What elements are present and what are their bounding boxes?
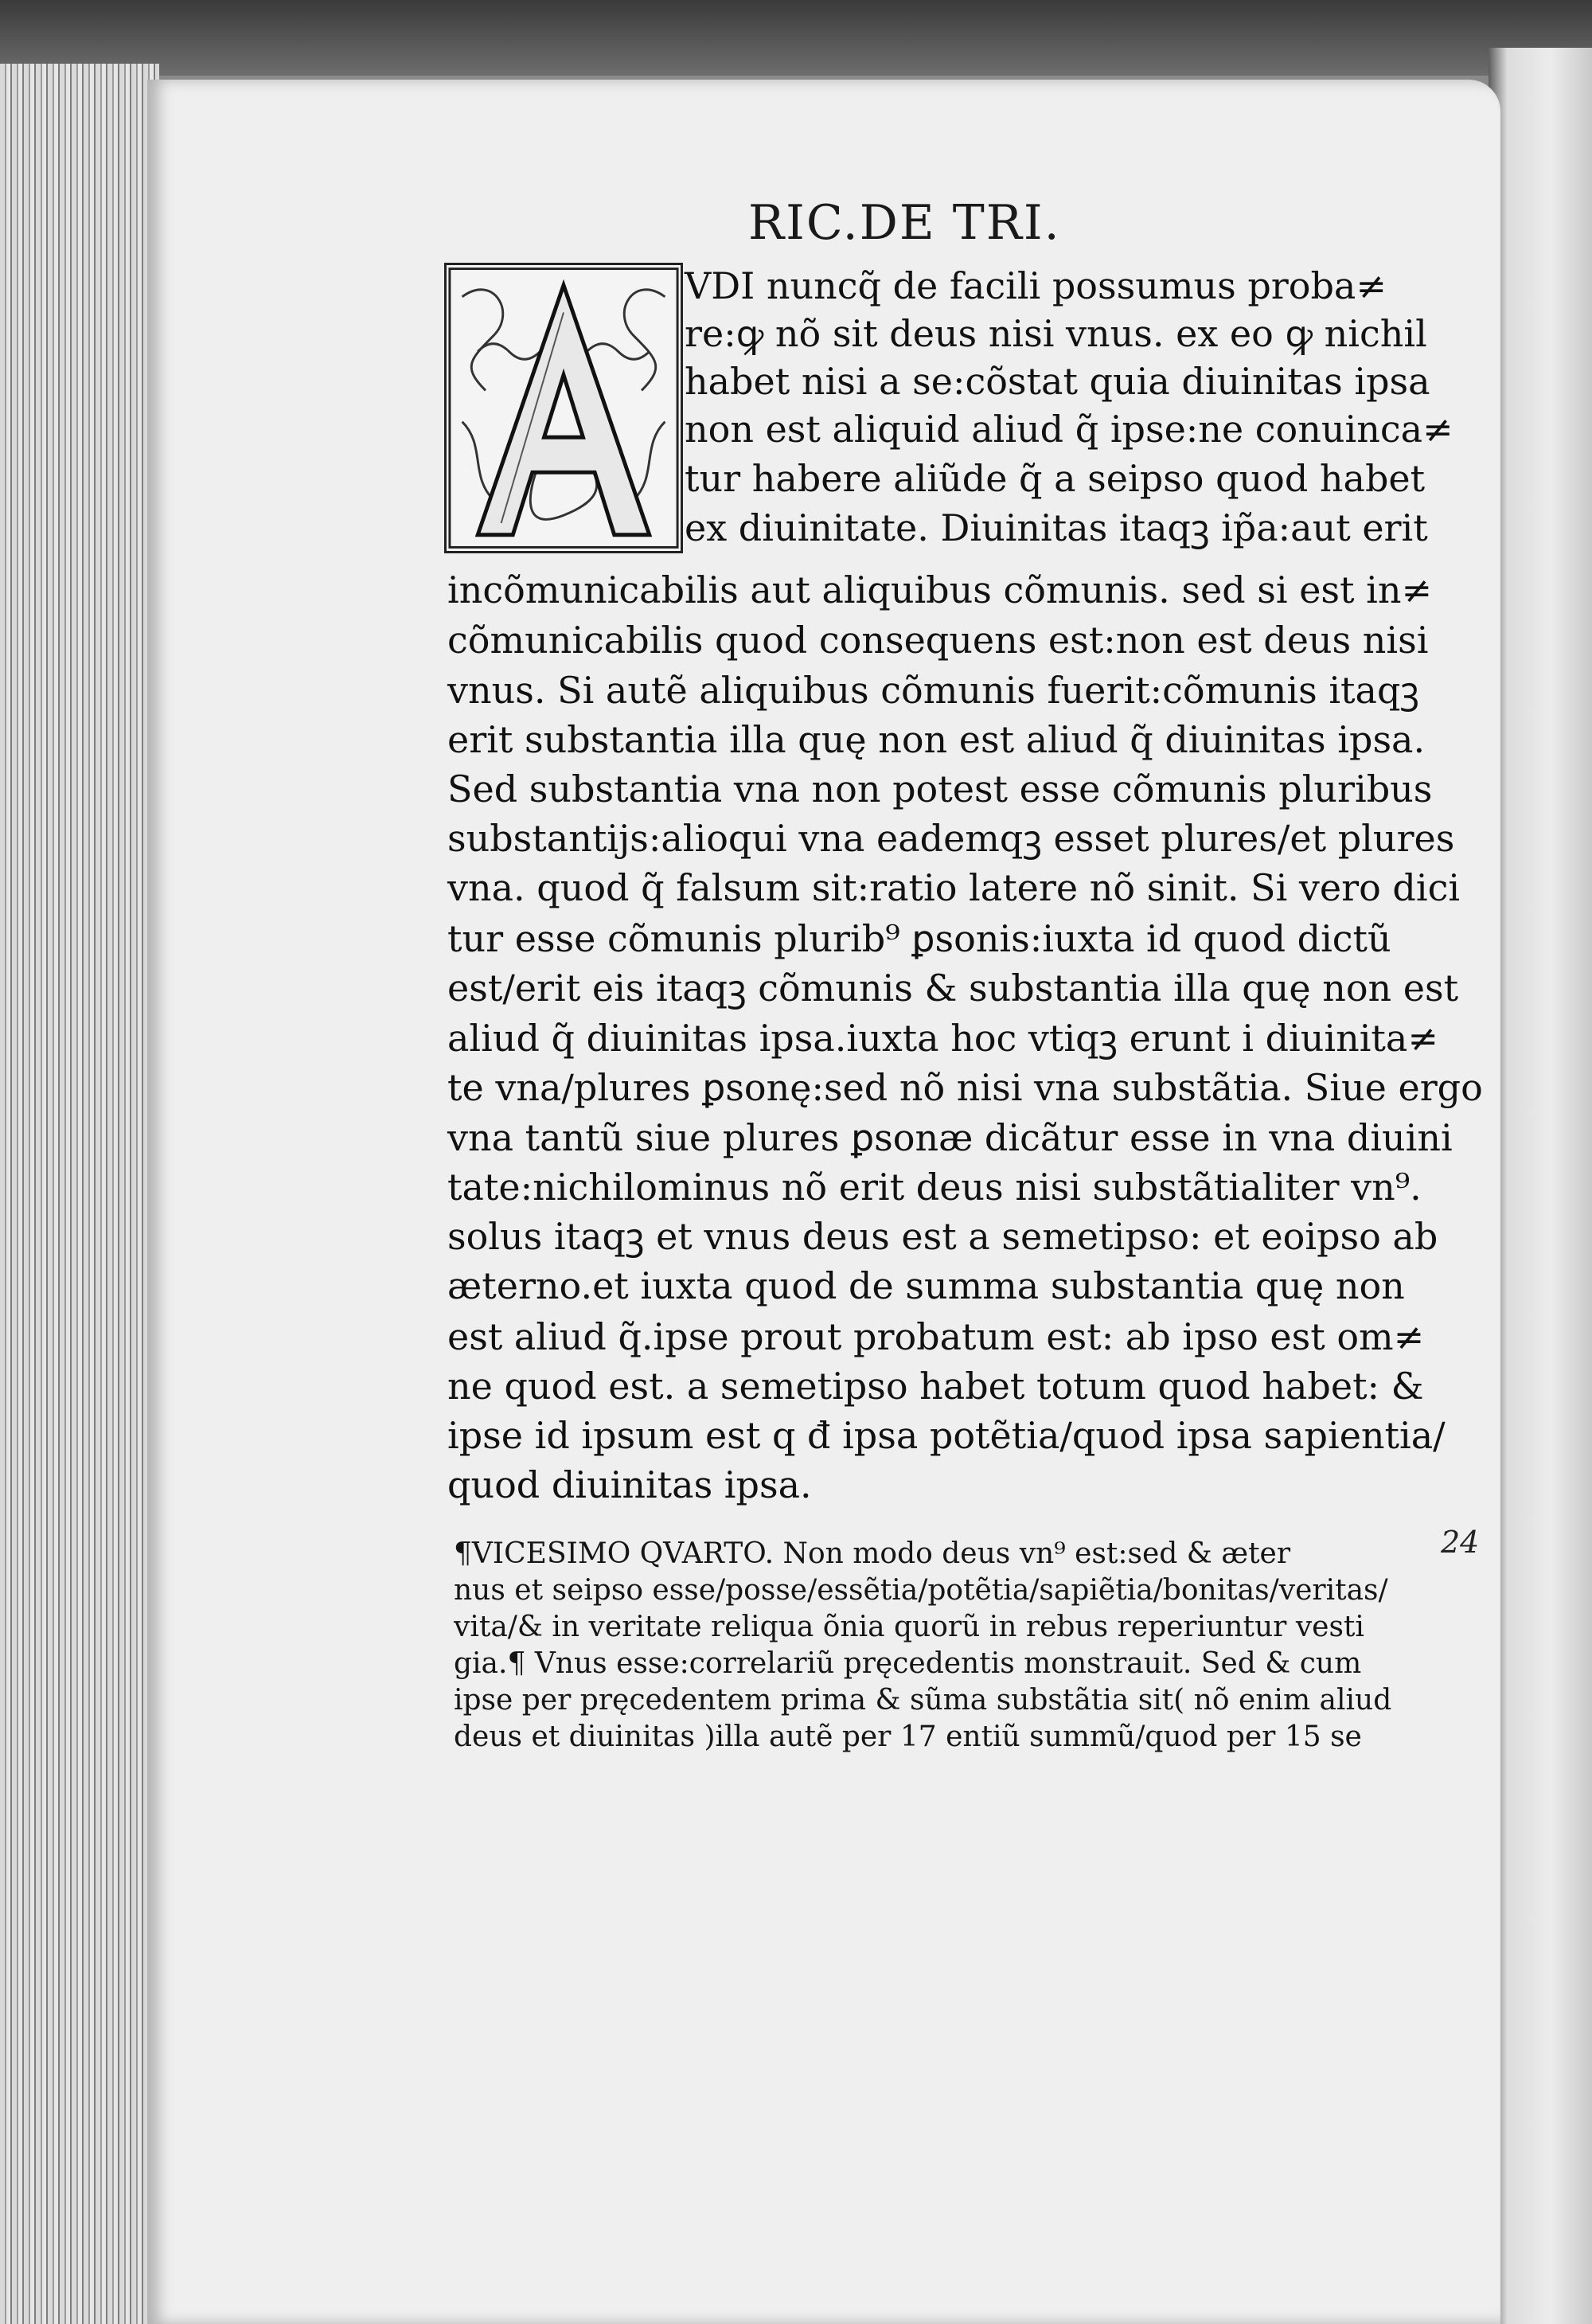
- note-line-1: ¶VICESIMO QVARTO. Non modo deus vn⁹ est:sed & æter: [454, 1537, 1291, 1570]
- note-line-4: gia.¶ Vnus esse:correlariũ pręcedentis monstrauit. Sed & cum: [454, 1647, 1362, 1680]
- text-line-21: æterno.et iuxta quod de summa substantia quę non: [447, 1264, 1405, 1307]
- text-line-11: Sed substantia vna non potest esse cõmunis pluribus: [447, 768, 1433, 810]
- text-line-13: vna. quod q̃ falsum sit:ratio latere nõ sinit. Si vero dici: [447, 866, 1461, 909]
- text-line-16: aliud q̃ diuinitas ipsa.iuxta hoc vtiqꝫ erunt i diuinita≠: [447, 1017, 1438, 1060]
- text-line-6: ex diuinitate. Diuinitas itaqꝫ ip̃a:aut erit: [685, 506, 1428, 549]
- text-line-25: quod diuinitas ipsa.: [447, 1463, 812, 1506]
- note-line-2: nus et seipso esse/posse/essẽtia/potẽtia/sapiẽtia/bonitas/veritas/: [454, 1574, 1388, 1607]
- text-line-8: cõmunicabilis quod consequens est:non est deus nisi: [447, 619, 1429, 662]
- text-line-19: tate:nichilominus nõ erit deus nisi substãtialiter vn⁹.: [447, 1166, 1422, 1209]
- text-line-4: non est aliquid aliud q̃ ipse:ne conuinca≠: [685, 408, 1453, 451]
- text-line-2: re:ꝙ nõ sit deus nisi vnus. ex eo ꝙ nichil: [685, 312, 1427, 355]
- text-line-20: solus itaqꝫ et vnus deus est a semetipso: et eoipso ab: [447, 1215, 1438, 1258]
- text-line-24: ipse id ipsum est q đ ipsa potẽtia/quod ipsa sapientia/: [447, 1414, 1446, 1457]
- note-line-6: deus et diuinitas )illa autẽ per 17 entiũ summũ/quod per 15 se: [454, 1721, 1362, 1753]
- text-line-12: substantijs:alioqui vna eademqꝫ esset plures/et plures: [447, 817, 1455, 860]
- decorated-initial-a-ornament: [447, 265, 681, 551]
- note-line-3: vita/& in veritate reliqua õnia quorũ in rebus reperiuntur vesti: [454, 1611, 1364, 1643]
- text-line-14: tur esse cõmunis plurib⁹ ꝑsonis:iuxta id quod dictũ: [447, 917, 1391, 960]
- text-line-18: vna tantũ siue plures ꝑsonæ dicãtur esse in vna diuini: [447, 1116, 1453, 1159]
- text-line-22: est aliud q̃.ipse prout probatum est: ab ipso est om≠: [447, 1315, 1425, 1358]
- page-edges-left: [0, 64, 159, 2324]
- note-line-5: ipse per pręcedentem prima & sũma substãtia sit( nõ enim aliud: [454, 1684, 1392, 1717]
- text-line-15: est/erit eis itaqꝫ cõmunis & substantia illa quę non est: [447, 967, 1459, 1010]
- text-line-10: erit substantia illa quę non est aliud q̃ diuinitas ipsa.: [447, 718, 1426, 761]
- margin-number: 24: [1441, 1525, 1480, 1560]
- decorated-initial-a: [444, 263, 683, 553]
- text-line-3: habet nisi a se:cõstat quia diuinitas ipsa: [685, 360, 1430, 403]
- text-line-23: ne quod est. a semetipso habet totum quod habet: &: [447, 1365, 1424, 1408]
- facing-page-edge: [1489, 48, 1592, 2324]
- text-line-1: VDI nuncq̃ de facili possumus proba≠: [685, 264, 1387, 307]
- text-line-9: vnus. Si autẽ aliquibus cõmunis fuerit:cõmunis itaqꝫ: [447, 669, 1419, 712]
- running-head: RIC.DE TRI.: [748, 195, 1061, 251]
- top-shadow-band: [0, 0, 1592, 76]
- text-line-7: incõmunicabilis aut aliquibus cõmunis. sed si est in≠: [447, 568, 1433, 611]
- text-line-17: te vna/plures ꝑsonę:sed nõ nisi vna substãtia. Siue ergo: [447, 1066, 1483, 1109]
- text-line-5: tur habere aliũde q̃ a seipso quod habet: [685, 457, 1426, 500]
